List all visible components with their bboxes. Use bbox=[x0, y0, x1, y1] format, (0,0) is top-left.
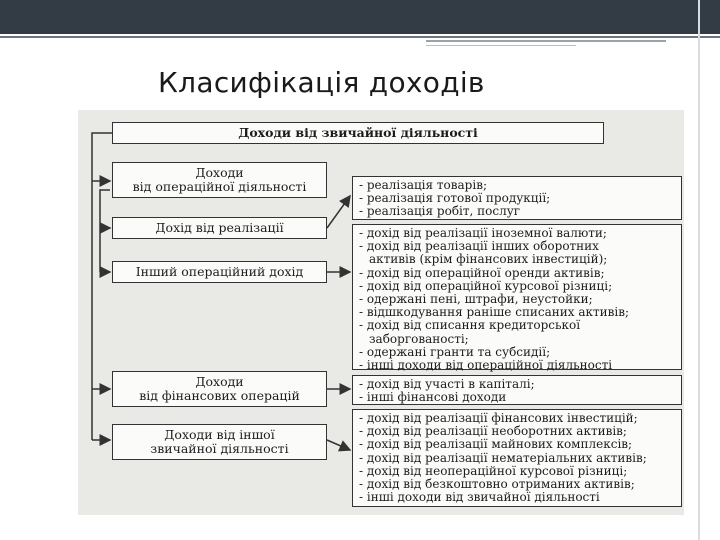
list-item: - реалізація готової продукції; bbox=[359, 191, 551, 206]
category-label: від операційної діяльності bbox=[132, 179, 307, 194]
list-item: - дохід від реалізації нематеріальних активів; bbox=[359, 450, 647, 465]
list-item: - дохід від реалізації майнових комплексів; bbox=[359, 437, 633, 452]
list-item: - дохід від неопераційної курсової різниці; bbox=[359, 463, 628, 478]
list-item: - одержані гранти та субсидії; bbox=[359, 344, 551, 359]
slide-title: Класифікація доходів bbox=[158, 66, 485, 99]
list-item: - інші доходи від операційної діяльності bbox=[359, 358, 613, 373]
list-item: заборгованості; bbox=[369, 331, 469, 346]
sublist-operating bbox=[352, 176, 682, 220]
list-item: - реалізація товарів; bbox=[359, 178, 487, 192]
list-item: - реалізація робіт, послуг bbox=[359, 204, 521, 219]
category-label: Інший операційний дохід bbox=[135, 264, 304, 279]
category-label: від фінансових операцій bbox=[139, 388, 300, 403]
list-item: - інші фінансові доходи bbox=[359, 390, 507, 405]
list-item: - дохід від реалізації іноземної валюти; bbox=[359, 226, 607, 240]
list-item: - відшкодування раніше списаних активів; bbox=[359, 305, 630, 320]
category-label: звичайної діяльності bbox=[150, 441, 289, 456]
list-item: - дохід від реалізації фінансових інвестицій; bbox=[359, 411, 638, 425]
category-label: Дохід від реалізації bbox=[155, 220, 284, 235]
category-box-financial bbox=[112, 371, 327, 407]
sublist-other-operating bbox=[352, 224, 682, 373]
root-box bbox=[112, 122, 604, 144]
list-item: - одержані пені, штрафи, неустойки; bbox=[359, 292, 593, 307]
root-label: Доходи від звичайної діяльності bbox=[238, 125, 478, 140]
operating-sub-spine bbox=[100, 190, 110, 272]
list-item: активів (крім фінансових інвестицій); bbox=[369, 252, 608, 267]
category-label: Доходи від іншої bbox=[164, 427, 275, 442]
sublist-other-activity bbox=[352, 409, 682, 507]
list-item: - дохід від участі в капіталі; bbox=[359, 377, 535, 391]
category-box-other-operating bbox=[112, 261, 327, 283]
list-item: - дохід від операційної оренди активів; bbox=[359, 265, 605, 280]
category-box-operating bbox=[112, 162, 327, 198]
main-spine-line bbox=[92, 133, 112, 440]
list-item: - дохід від реалізації необоротних активів; bbox=[359, 424, 627, 439]
list-item: - дохід від операційної курсової різниці; bbox=[359, 278, 613, 293]
arrow-sales-list bbox=[327, 196, 350, 228]
sublist-financial bbox=[352, 375, 682, 405]
category-label: Доходи bbox=[195, 374, 244, 389]
category-box-sales bbox=[112, 217, 327, 239]
list-item: - дохід від списання кредиторської bbox=[359, 318, 581, 333]
arrow-other-activity-list bbox=[327, 440, 350, 450]
list-item: - дохід від безкоштовно отриманих активів; bbox=[359, 477, 635, 492]
category-label: Доходи bbox=[195, 165, 244, 180]
category-box-other-activity bbox=[112, 424, 327, 460]
list-item: - інші доходи від звичайної діяльності bbox=[359, 490, 600, 505]
list-item: - дохід від реалізації інших оборотних bbox=[359, 239, 599, 254]
